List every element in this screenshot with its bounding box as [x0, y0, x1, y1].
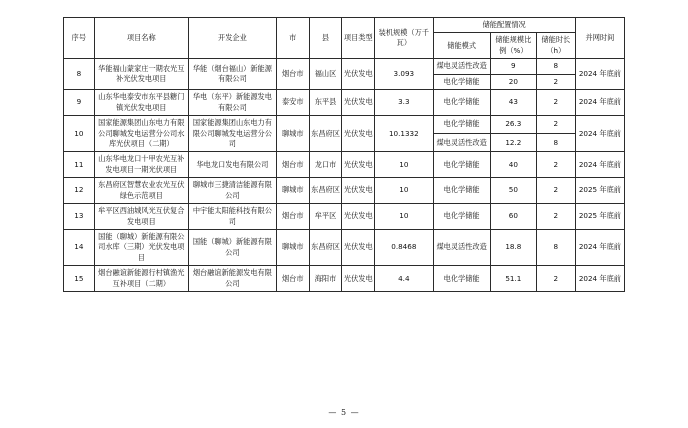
header-county: 县 [309, 18, 342, 59]
cell-project-type: 光伏发电 [342, 178, 375, 204]
cell-county: 牟平区 [309, 204, 342, 230]
cell-developer: 聊城市三捷清洁能源有限公司 [188, 178, 276, 204]
cell-storage-mode: 电化学储能 [433, 152, 490, 178]
cell-project-name: 国家能源集团山东电力有限公司聊城发电运营分公司水库光伏项目（二期） [94, 116, 188, 152]
cell-capacity: 10.1332 [375, 116, 433, 152]
table-row [64, 266, 625, 292]
project-table [63, 17, 625, 292]
cell-project-type: 光伏发电 [342, 230, 375, 266]
cell-county: 海阳市 [309, 266, 342, 292]
table-row [64, 59, 625, 74]
cell-developer: 国能（聊城）新能源有限公司 [188, 230, 276, 266]
cell-city: 聊城市 [276, 178, 309, 204]
table-body [64, 59, 625, 292]
cell-storage-duration: 2 [536, 266, 575, 292]
cell-grid-time: 2024 年底前 [575, 90, 624, 116]
cell-storage-mode: 电化学储能 [433, 116, 490, 134]
cell-capacity: 10 [375, 178, 433, 204]
cell-developer: 国家能源集团山东电力有限公司聊城发电运营分公司 [188, 116, 276, 152]
cell-seq: 8 [64, 59, 95, 90]
cell-developer: 华能（烟台福山）新能源有限公司 [188, 59, 276, 90]
cell-seq: 14 [64, 230, 95, 266]
cell-storage-ratio: 9 [490, 59, 536, 74]
cell-storage-ratio: 60 [490, 204, 536, 230]
header-storage-ratio: 储能规模比例（%） [490, 33, 536, 59]
cell-storage-ratio: 51.1 [490, 266, 536, 292]
cell-storage-duration: 2 [536, 90, 575, 116]
cell-project-name: 华能福山蒙家庄一期农光互补光伏发电项目 [94, 59, 188, 90]
cell-capacity: 3.3 [375, 90, 433, 116]
cell-grid-time: 2025 年底前 [575, 178, 624, 204]
cell-project-name: 国能（聊城）新能源有限公司水库（三期）光伏发电项目 [94, 230, 188, 266]
cell-seq: 13 [64, 204, 95, 230]
cell-storage-duration: 2 [536, 116, 575, 134]
cell-seq: 12 [64, 178, 95, 204]
cell-capacity: 10 [375, 152, 433, 178]
cell-county: 东昌府区 [309, 178, 342, 204]
cell-capacity: 10 [375, 204, 433, 230]
cell-storage-duration: 2 [536, 152, 575, 178]
cell-project-type: 光伏发电 [342, 152, 375, 178]
cell-developer: 华电（东平）新能源发电有限公司 [188, 90, 276, 116]
header-storage-group: 储能配置情况 [433, 18, 575, 33]
cell-project-name: 牟平区西油城风光互伏复合发电项目 [94, 204, 188, 230]
cell-capacity: 3.093 [375, 59, 433, 90]
cell-storage-duration: 2 [536, 178, 575, 204]
cell-capacity: 0.8468 [375, 230, 433, 266]
cell-seq: 9 [64, 90, 95, 116]
cell-project-name: 山东华电龙口十甲农光互补发电项目一期光伏项目 [94, 152, 188, 178]
cell-seq: 11 [64, 152, 95, 178]
cell-seq: 10 [64, 116, 95, 152]
table-row [64, 178, 625, 204]
cell-storage-duration: 8 [536, 230, 575, 266]
cell-storage-mode: 电化学储能 [433, 90, 490, 116]
cell-city: 烟台市 [276, 204, 309, 230]
cell-storage-duration: 2 [536, 74, 575, 89]
cell-city: 聊城市 [276, 116, 309, 152]
cell-developer: 中宇能太阳能科技有限公司 [188, 204, 276, 230]
cell-developer: 华电龙口发电有限公司 [188, 152, 276, 178]
cell-project-type: 光伏发电 [342, 204, 375, 230]
cell-storage-mode: 电化学储能 [433, 74, 490, 89]
header-developer: 开发企业 [188, 18, 276, 59]
cell-storage-ratio: 26.3 [490, 116, 536, 134]
cell-storage-duration: 8 [536, 59, 575, 74]
cell-storage-duration: 8 [536, 134, 575, 152]
cell-project-name: 烟台融谊新能源行村镇渔光互补项目（二期） [94, 266, 188, 292]
header-storage-duration: 储能时长（h） [536, 33, 575, 59]
cell-project-type: 光伏发电 [342, 266, 375, 292]
cell-project-name: 山东华电泰安市东平县糖门镇光伏发电项目 [94, 90, 188, 116]
cell-project-name: 东昌府区智慧农业农光互伏绿色示范项目 [94, 178, 188, 204]
cell-city: 烟台市 [276, 266, 309, 292]
cell-grid-time: 2025 年底前 [575, 204, 624, 230]
cell-storage-mode: 煤电灵活性改造 [433, 59, 490, 74]
table-row [64, 90, 625, 116]
cell-storage-ratio: 50 [490, 178, 536, 204]
cell-county: 东昌府区 [309, 116, 342, 152]
table-row [64, 152, 625, 178]
cell-seq: 15 [64, 266, 95, 292]
header-city: 市 [276, 18, 309, 59]
header-storage-mode: 储能模式 [433, 33, 490, 59]
header-grid-time: 并网时间 [575, 18, 624, 59]
page-number: — 5 — [328, 408, 360, 417]
cell-project-type: 光伏发电 [342, 59, 375, 90]
cell-county: 龙口市 [309, 152, 342, 178]
cell-storage-ratio: 20 [490, 74, 536, 89]
cell-storage-mode: 电化学储能 [433, 266, 490, 292]
cell-storage-mode: 煤电灵活性改造 [433, 134, 490, 152]
cell-project-type: 光伏发电 [342, 90, 375, 116]
cell-county: 东平县 [309, 90, 342, 116]
cell-storage-mode: 煤电灵活性改造 [433, 230, 490, 266]
table-row [64, 230, 625, 266]
cell-city: 泰安市 [276, 90, 309, 116]
cell-city: 聊城市 [276, 230, 309, 266]
cell-grid-time: 2024 年底前 [575, 116, 624, 152]
cell-developer: 烟台融谊新能源发电有限公司 [188, 266, 276, 292]
header-project-type: 项目类型 [342, 18, 375, 59]
cell-grid-time: 2024 年底前 [575, 230, 624, 266]
cell-grid-time: 2024 年底前 [575, 152, 624, 178]
header-seq: 序号 [64, 18, 95, 59]
cell-storage-mode: 电化学储能 [433, 204, 490, 230]
cell-capacity: 4.4 [375, 266, 433, 292]
table-header-row-1 [64, 18, 625, 33]
table-row [64, 116, 625, 134]
cell-project-type: 光伏发电 [342, 116, 375, 152]
cell-grid-time: 2024 年底前 [575, 266, 624, 292]
cell-grid-time: 2024 年底前 [575, 59, 624, 90]
cell-county: 福山区 [309, 59, 342, 90]
cell-storage-ratio: 18.8 [490, 230, 536, 266]
cell-storage-duration: 2 [536, 204, 575, 230]
cell-county: 东昌府区 [309, 230, 342, 266]
table-row [64, 204, 625, 230]
header-project-name: 项目名称 [94, 18, 188, 59]
cell-storage-ratio: 40 [490, 152, 536, 178]
cell-storage-ratio: 12.2 [490, 134, 536, 152]
cell-city: 烟台市 [276, 59, 309, 90]
cell-city: 烟台市 [276, 152, 309, 178]
cell-storage-mode: 电化学储能 [433, 178, 490, 204]
header-capacity: 装机规模（万千瓦） [375, 18, 433, 59]
cell-storage-ratio: 43 [490, 90, 536, 116]
